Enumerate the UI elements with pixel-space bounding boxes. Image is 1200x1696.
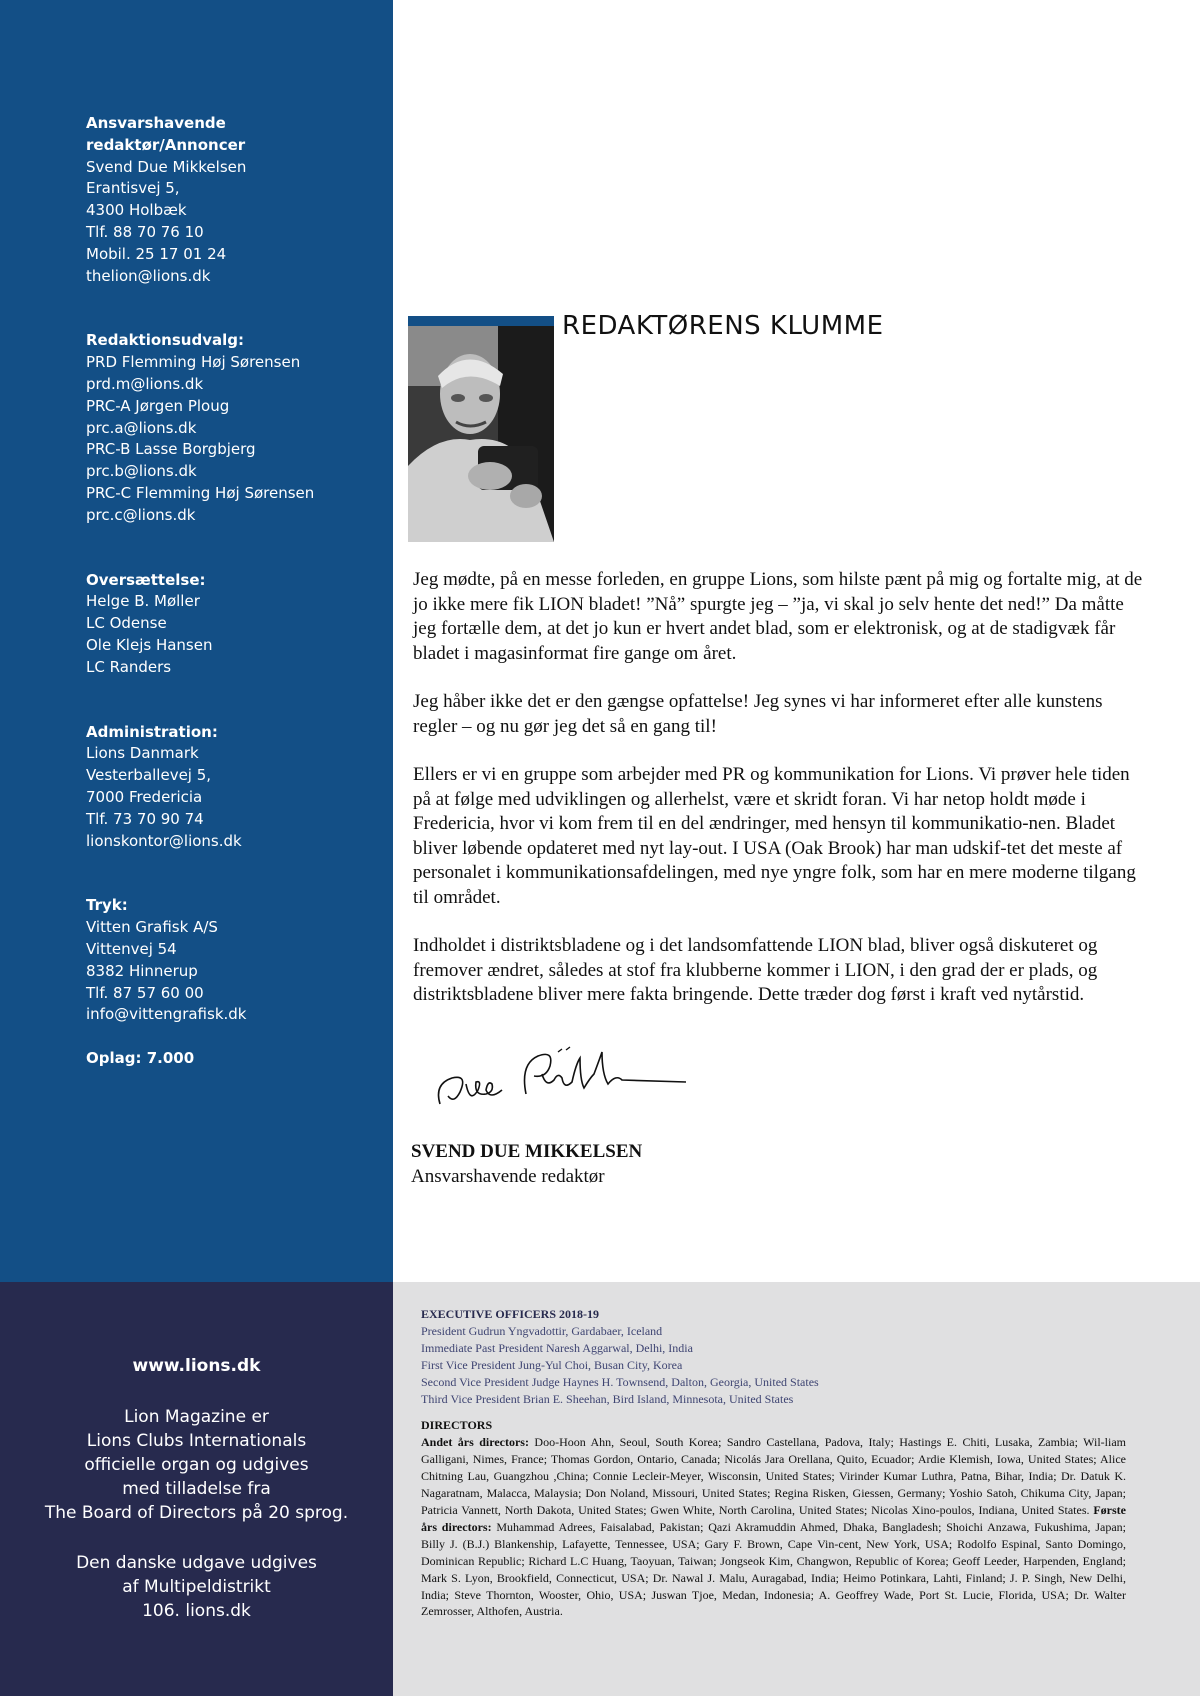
sidebar-section-circulation bbox=[86, 1048, 386, 1070]
section-line: 8382 Hinnerup bbox=[86, 961, 198, 980]
circulation-text: Oplag: 7.000 bbox=[86, 1049, 195, 1068]
signature-name: SVEND DUE MIKKELSEN bbox=[411, 1141, 643, 1162]
section-line: Vesterballevej 5, bbox=[86, 766, 212, 785]
section-line: 7000 Fredericia bbox=[86, 787, 203, 806]
section-line: PRD Flemming Høj Sørensen bbox=[86, 353, 301, 372]
directors-heading: DIRECTORS bbox=[421, 1418, 493, 1433]
exec-officer-line: Second Vice President Judge Haynes H. Townsend, Dalton, Georgia, United States bbox=[421, 1374, 819, 1389]
section-line: Svend Due Mikkelsen bbox=[86, 157, 247, 176]
sidebar-contacts bbox=[86, 113, 386, 1113]
footer-publisher-info bbox=[0, 1282, 393, 1696]
section-heading: Oversættelse: bbox=[86, 570, 206, 589]
section-line: Tlf. 87 57 60 00 bbox=[86, 983, 204, 1002]
section-line: Tlf. 73 70 90 74 bbox=[86, 809, 204, 828]
section-line: Helge B. Møller bbox=[86, 592, 200, 611]
sidebar-section-committee bbox=[86, 330, 386, 526]
section-line: Ole Klejs Hansen bbox=[86, 635, 213, 654]
exec-officer-line: Immediate Past President Naresh Aggarwal, Delhi, India bbox=[421, 1340, 693, 1355]
article-paragraph: Indholdet i distriktsbladene og i det landsomfattende LION blad, bliver også diskuteret og fremover ændret, således at stof fra klubberne kommer i LION, i den grad der er plads, og distriktsbladene bliver mere fakta bringende. Dette træder dog først i kraft ved nytårstid. bbox=[413, 935, 1098, 1005]
second-year-directors-list: Doo-Hoon Ahn, Seoul, South Korea; Sandro Castellana, Padova, Italy; Hastings E. Chiti, Lusaka, Zambia; Wil-liam Galligani, Nimes, France; Thomas Gordon, Ontario, Canada; Nicolás Jara Orellana, Quito, Ecuador; Ardie Klemish, Iowa, United States; Alice Chitning Lau, Guangzhou ,China; Connie Lecleir-Meyer, Wisconsin, United States; Virinder Kumar Luthra, Patna, Bihar, India; Dr. Datuk K. Nagaratnam, Malacca, Malaysia; Don Noland, Missouri, United States; Regina Risken, Giessen, Germany; Yoshio Satoh, Chikuma City, Japan; Patricia Vannett, North Dakota, United States; Gwen White, North Carolina, United States; Nicolas Xino-poulos, Indiana, United States. bbox=[421, 1435, 1127, 1517]
article-paragraph: Ellers er vi en gruppe som arbejder med PR og kommunikation for Lions. Vi prøver hele tiden på at følge med udviklingen og allerhelst, være et skridt foran. Vi har netop holdt møde i Fredericia, hvor vi kom frem til en del ændringer, med hensyn til kommunikatio-nen. Bladet bliver løbende opdateret med nyt lay-out. I USA (Oak Brook) har man udskif-tet det meste af personalet i kommunikationsafdelingen, med nye yngre folk, som har en mere moderne tilgang til området. bbox=[413, 764, 1136, 908]
exec-officer-line: Third Vice President Brian E. Sheehan, Bird Island, Minnesota, United States bbox=[421, 1391, 794, 1406]
sidebar-section-print bbox=[86, 895, 386, 1026]
section-heading: Tryk: bbox=[86, 896, 128, 915]
sidebar-panel bbox=[0, 0, 393, 1282]
section-line: Erantisvej 5, bbox=[86, 179, 180, 198]
section-heading: Redaktionsudvalg: bbox=[86, 331, 244, 350]
section-line: prc.a@lions.dk bbox=[86, 418, 197, 437]
danish-edition-statement bbox=[0, 1551, 393, 1623]
section-line: LC Odense bbox=[86, 614, 167, 633]
website-link[interactable]: www.lions.dk bbox=[132, 1356, 261, 1376]
officers-list bbox=[421, 1306, 1126, 1620]
section-line: Vitten Grafisk A/S bbox=[86, 918, 218, 937]
statement-line: officielle organ og udgives bbox=[84, 1455, 309, 1475]
statement-line: Lions Clubs Internationals bbox=[86, 1431, 307, 1451]
section-line: PRC-B Lasse Borgbjerg bbox=[86, 440, 256, 459]
editor-photo bbox=[408, 316, 554, 542]
section-line: thelion@lions.dk bbox=[86, 266, 211, 285]
section-line: prc.b@lions.dk bbox=[86, 462, 197, 481]
exec-officer-line: President Gudrun Yngvadottir, Gardabaer, Iceland bbox=[421, 1323, 663, 1338]
sidebar-section-editor bbox=[86, 113, 386, 287]
section-line: Vittenvej 54 bbox=[86, 939, 177, 958]
section-line: PRC-A Jørgen Ploug bbox=[86, 396, 230, 415]
section-line: Lions Danmark bbox=[86, 744, 199, 763]
publisher-statement bbox=[0, 1405, 393, 1525]
signature-image bbox=[430, 1044, 700, 1116]
section-line: PRC-C Flemming Høj Sørensen bbox=[86, 483, 315, 502]
exec-officer-line: First Vice President Jung-Yul Choi, Busan City, Korea bbox=[421, 1357, 683, 1372]
section-heading: Ansvarshavende redaktør/Annoncer bbox=[86, 114, 246, 154]
statement-line: af Multipeldistrikt bbox=[122, 1577, 271, 1597]
first-year-directors-label: Første års directors: bbox=[421, 1502, 1126, 1534]
section-line: Tlf. 88 70 76 10 bbox=[86, 222, 204, 241]
section-line: prc.c@lions.dk bbox=[86, 505, 196, 524]
page-title: REDAKTØRENS KLUMME bbox=[562, 311, 884, 341]
article-body bbox=[413, 568, 1148, 1032]
section-heading: Administration: bbox=[86, 722, 218, 741]
second-year-directors-label: Andet års directors: bbox=[421, 1435, 529, 1450]
statement-line: The Board of Directors på 20 sprog. bbox=[44, 1503, 349, 1523]
article-paragraph: Jeg mødte, på en messe forleden, en gruppe Lions, som hilste pænt på mig og fortalte mig, at de jo ikke mere fik LION bladet! ”Nå” spurgte jeg – ”ja, vi skal jo selv hente det ned!” Da måtte jeg fortælle dem, at det jo kun er hvert andet blad, som er elektronisk, og at de stadigvæk får bladet i magasinformat fire gange om året. bbox=[413, 569, 1143, 664]
section-line: LC Randers bbox=[86, 657, 172, 676]
article-paragraph: Jeg håber ikke det er den gængse opfattelse! Jeg synes vi har informeret efter alle kunstens regler – og nu gør jeg det så en gang til! bbox=[413, 691, 1103, 737]
section-line: prd.m@lions.dk bbox=[86, 374, 204, 393]
statement-line: med tilladelse fra bbox=[122, 1479, 271, 1499]
footer-officers-panel bbox=[393, 1282, 1200, 1696]
statement-line: 106. lions.dk bbox=[142, 1601, 251, 1621]
section-line: info@vittengrafisk.dk bbox=[86, 1005, 247, 1024]
statement-line: Lion Magazine er bbox=[124, 1407, 269, 1427]
handwritten-signature bbox=[430, 1044, 700, 1116]
editor-portrait-image bbox=[408, 316, 554, 542]
sidebar-section-administration bbox=[86, 722, 386, 853]
statement-line: Den danske udgave udgives bbox=[76, 1553, 317, 1573]
exec-officers-heading: EXECUTIVE OFFICERS 2018-19 bbox=[421, 1307, 600, 1321]
photo-accent-bar bbox=[408, 316, 554, 326]
sidebar-section-translation bbox=[86, 570, 386, 679]
section-line: 4300 Holbæk bbox=[86, 201, 187, 220]
section-line: lionskontor@lions.dk bbox=[86, 831, 242, 850]
first-year-directors-list: Muhammad Adrees, Faisalabad, Pakistan; Qazi Akramuddin Ahmed, Dhaka, Bangladesh; Shoichi Anzawa, Fukushima, Japan; Billy J. (B.J.) Blankenship, Lafayette, Tennessee, USA; Gary F. Brown, Cape Vin-cent, New York, USA; Rodolfo Espinal, Santo Domingo, Dominican Republic; Richard L.C Huang, Taoyuan, Taiwan; Jongseok Kim, Changwon, Republic of Korea; Geoff Leeder, Harpenden, England; Mark S. Lyon, Brookfield, Connecticut, USA; Dr. Nawal J. Malu, Auragabad, India; Heimo Potinkara, Lahti, Finland; J. P. Singh, New Delhi, India; Steve Thornton, Wooster, Ohio, USA; Juswan Tjoe, Medan, Indonesia; A. Geoffrey Wade, Port St. Lucie, Florida, USA; Dr. Walter Zemrosser, Althofen, Austria. bbox=[421, 1519, 1126, 1619]
directors-text bbox=[421, 1434, 1126, 1620]
section-line: Mobil. 25 17 01 24 bbox=[86, 244, 227, 263]
signature-role: Ansvarshavende redaktør bbox=[411, 1166, 605, 1187]
